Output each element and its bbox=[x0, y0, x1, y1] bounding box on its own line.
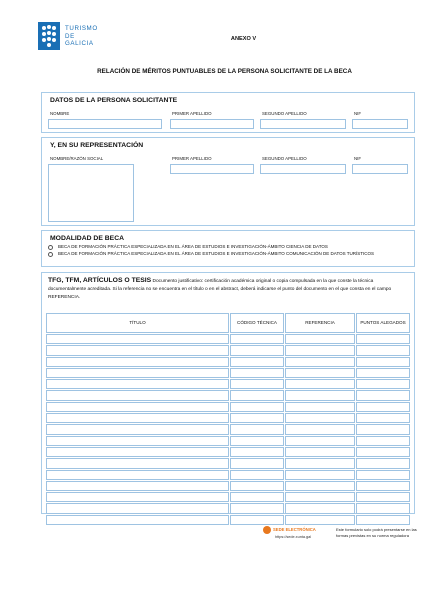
representative-surname1-label: PRIMER APELLIDO bbox=[172, 156, 212, 161]
cell-code[interactable] bbox=[230, 424, 284, 434]
works-table bbox=[45, 312, 411, 526]
cell-points[interactable] bbox=[356, 515, 410, 525]
cell-title[interactable] bbox=[46, 334, 229, 344]
modality-section bbox=[41, 230, 415, 267]
representative-nif-label: NIF bbox=[354, 156, 362, 161]
cell-points[interactable] bbox=[356, 470, 410, 480]
cell-title[interactable] bbox=[46, 515, 229, 525]
table-row bbox=[46, 390, 410, 400]
table-row bbox=[46, 379, 410, 389]
cell-reference[interactable] bbox=[285, 470, 355, 480]
column-header-title: TÍTULO bbox=[46, 313, 229, 333]
cell-code[interactable] bbox=[230, 470, 284, 480]
table-row bbox=[46, 503, 410, 513]
logo-line-1: TURISMO bbox=[65, 25, 98, 32]
applicant-surname2-field[interactable] bbox=[260, 119, 346, 129]
cell-points[interactable] bbox=[356, 481, 410, 491]
cell-code[interactable] bbox=[230, 458, 284, 468]
sede-electronica-label: SEDE ELECTRÓNICA bbox=[273, 527, 316, 532]
cell-reference[interactable] bbox=[285, 424, 355, 434]
table-row bbox=[46, 357, 410, 367]
footer-note: Este formulario solo podrá presentarse en las formas previstas en su norma reguladora bbox=[336, 527, 417, 538]
table-row bbox=[46, 492, 410, 502]
cell-reference[interactable] bbox=[285, 413, 355, 423]
cell-points[interactable] bbox=[356, 413, 410, 423]
cell-reference[interactable] bbox=[285, 402, 355, 412]
cell-code[interactable] bbox=[230, 402, 284, 412]
works-section bbox=[41, 272, 415, 514]
modality-option-2[interactable] bbox=[48, 251, 408, 257]
column-header-reference: REFERENCIA bbox=[285, 313, 355, 333]
footer bbox=[263, 526, 423, 546]
representative-surname2-label: SEGUNDO APELLIDO bbox=[262, 156, 307, 161]
representative-nif-field[interactable] bbox=[352, 164, 408, 174]
cell-points[interactable] bbox=[356, 368, 410, 378]
cell-reference[interactable] bbox=[285, 345, 355, 355]
works-title: TFG, TFM, ARTÍCULOS O TESIS bbox=[48, 277, 152, 284]
cell-title[interactable] bbox=[46, 470, 229, 480]
cell-code[interactable] bbox=[230, 503, 284, 513]
cell-reference[interactable] bbox=[285, 492, 355, 502]
column-header-points: PUNTOS ALEGADOS bbox=[356, 313, 410, 333]
column-header-code: CÓDIGO TÉCNICA bbox=[230, 313, 284, 333]
page-title: RELACIÓN DE MÉRITOS PUNTUABLES DE LA PERSONA SOLICITANTE DE LA BECA bbox=[97, 68, 352, 75]
cell-reference[interactable] bbox=[285, 357, 355, 367]
cell-title[interactable] bbox=[46, 390, 229, 400]
cell-points[interactable] bbox=[356, 402, 410, 412]
works-description: Documento justificativo: certificación académica original o copia compulsada en la que conste la técnica documentalmente acreditada. Si la referencia no se encuentra en el título o en el abstract, deberá indicarse el punto del documento en el que consta en el campo REFERENCIA. bbox=[48, 279, 392, 300]
cell-points[interactable] bbox=[356, 447, 410, 457]
annex-label: ANEXO V bbox=[230, 36, 257, 42]
cell-points[interactable] bbox=[356, 424, 410, 434]
modality-option-1[interactable] bbox=[48, 244, 408, 250]
cell-code[interactable] bbox=[230, 345, 284, 355]
table-row bbox=[46, 447, 410, 457]
cell-title[interactable] bbox=[46, 379, 229, 389]
sede-electronica-icon bbox=[263, 526, 271, 534]
works-header bbox=[48, 277, 410, 302]
cell-points[interactable] bbox=[356, 492, 410, 502]
table-row bbox=[46, 436, 410, 446]
cell-reference[interactable] bbox=[285, 515, 355, 525]
cell-points[interactable] bbox=[356, 503, 410, 513]
cell-title[interactable] bbox=[46, 436, 229, 446]
applicant-surname1-label: PRIMER APELLIDO bbox=[172, 111, 212, 116]
table-row bbox=[46, 402, 410, 412]
cell-reference[interactable] bbox=[285, 379, 355, 389]
cell-reference[interactable] bbox=[285, 368, 355, 378]
table-row bbox=[46, 334, 410, 344]
cell-reference[interactable] bbox=[285, 390, 355, 400]
cell-points[interactable] bbox=[356, 345, 410, 355]
cell-reference[interactable] bbox=[285, 436, 355, 446]
table-row bbox=[46, 413, 410, 423]
applicant-name-label: NOMBRE bbox=[50, 111, 70, 116]
cell-reference[interactable] bbox=[285, 334, 355, 344]
logo-line-2: DE bbox=[65, 32, 75, 40]
table-row bbox=[46, 458, 410, 468]
cell-reference[interactable] bbox=[285, 481, 355, 491]
modality-option-1-label: BECA DE FORMACIÓN PRÁCTICA ESPECIALIZADA EN EL ÁREA DE ESTUDIOS E INVESTIGACIÓN-ÁMBITO CIENCIA DE DATOS bbox=[58, 244, 328, 249]
applicant-surname1-field[interactable] bbox=[170, 119, 254, 129]
table-header-row bbox=[46, 313, 410, 333]
table-row bbox=[46, 368, 410, 378]
representative-name-label: NOMBRE/RAZÓN SOCIAL bbox=[50, 156, 104, 161]
cell-reference[interactable] bbox=[285, 503, 355, 513]
cell-code[interactable] bbox=[230, 357, 284, 367]
radio-button[interactable] bbox=[48, 252, 53, 257]
modality-title: MODALIDAD DE BECA bbox=[50, 235, 125, 242]
sede-url[interactable]: https://sede.xunta.gal bbox=[275, 535, 312, 539]
cell-title[interactable] bbox=[46, 345, 229, 355]
representative-surname1-field[interactable] bbox=[170, 164, 254, 174]
applicant-name-field[interactable] bbox=[48, 119, 162, 129]
applicant-title: DATOS DE LA PERSONA SOLICITANTE bbox=[50, 97, 178, 104]
cell-title[interactable] bbox=[46, 492, 229, 502]
cell-title[interactable] bbox=[46, 357, 229, 367]
cell-code[interactable] bbox=[230, 515, 284, 525]
table-row bbox=[46, 424, 410, 434]
cell-code[interactable] bbox=[230, 436, 284, 446]
table-row bbox=[46, 481, 410, 491]
cell-title[interactable] bbox=[46, 503, 229, 513]
applicant-nif-label: NIF bbox=[354, 111, 362, 116]
cell-title[interactable] bbox=[46, 368, 229, 378]
cell-title[interactable] bbox=[46, 447, 229, 457]
applicant-surname2-label: SEGUNDO APELLIDO bbox=[262, 111, 307, 116]
cell-code[interactable] bbox=[230, 481, 284, 491]
cell-code[interactable] bbox=[230, 413, 284, 423]
cell-code[interactable] bbox=[230, 390, 284, 400]
table-row bbox=[46, 515, 410, 525]
representative-surname2-field[interactable] bbox=[260, 164, 346, 174]
cell-reference[interactable] bbox=[285, 458, 355, 468]
logo-line-3: GALICIA bbox=[65, 40, 94, 47]
cell-title[interactable] bbox=[46, 402, 229, 412]
cell-points[interactable] bbox=[356, 334, 410, 344]
cell-points[interactable] bbox=[356, 379, 410, 389]
applicant-section bbox=[41, 92, 415, 133]
cell-code[interactable] bbox=[230, 368, 284, 378]
cell-title[interactable] bbox=[46, 413, 229, 423]
cell-code[interactable] bbox=[230, 379, 284, 389]
representative-section bbox=[41, 137, 415, 226]
cell-title[interactable] bbox=[46, 424, 229, 434]
cell-points[interactable] bbox=[356, 357, 410, 367]
cell-points[interactable] bbox=[356, 458, 410, 468]
applicant-nif-field[interactable] bbox=[352, 119, 408, 129]
representative-title: Y, EN SU REPRESENTACIÓN bbox=[50, 142, 144, 149]
cell-code[interactable] bbox=[230, 492, 284, 502]
radio-button[interactable] bbox=[48, 245, 53, 250]
cell-title[interactable] bbox=[46, 481, 229, 491]
cell-reference[interactable] bbox=[285, 447, 355, 457]
representative-name-field[interactable] bbox=[48, 164, 134, 222]
cell-points[interactable] bbox=[356, 390, 410, 400]
cell-code[interactable] bbox=[230, 447, 284, 457]
modality-option-2-label: BECA DE FORMACIÓN PRÁCTICA ESPECIALIZADA EN EL ÁREA DE ESTUDIOS E INVESTIGACIÓN-ÁMBITO COMUNICACIÓN DE DATOS TURÍSTICOS bbox=[58, 251, 375, 256]
cell-title[interactable] bbox=[46, 458, 229, 468]
table-row bbox=[46, 470, 410, 480]
table-row bbox=[46, 345, 410, 355]
cell-points[interactable] bbox=[356, 436, 410, 446]
cell-code[interactable] bbox=[230, 334, 284, 344]
